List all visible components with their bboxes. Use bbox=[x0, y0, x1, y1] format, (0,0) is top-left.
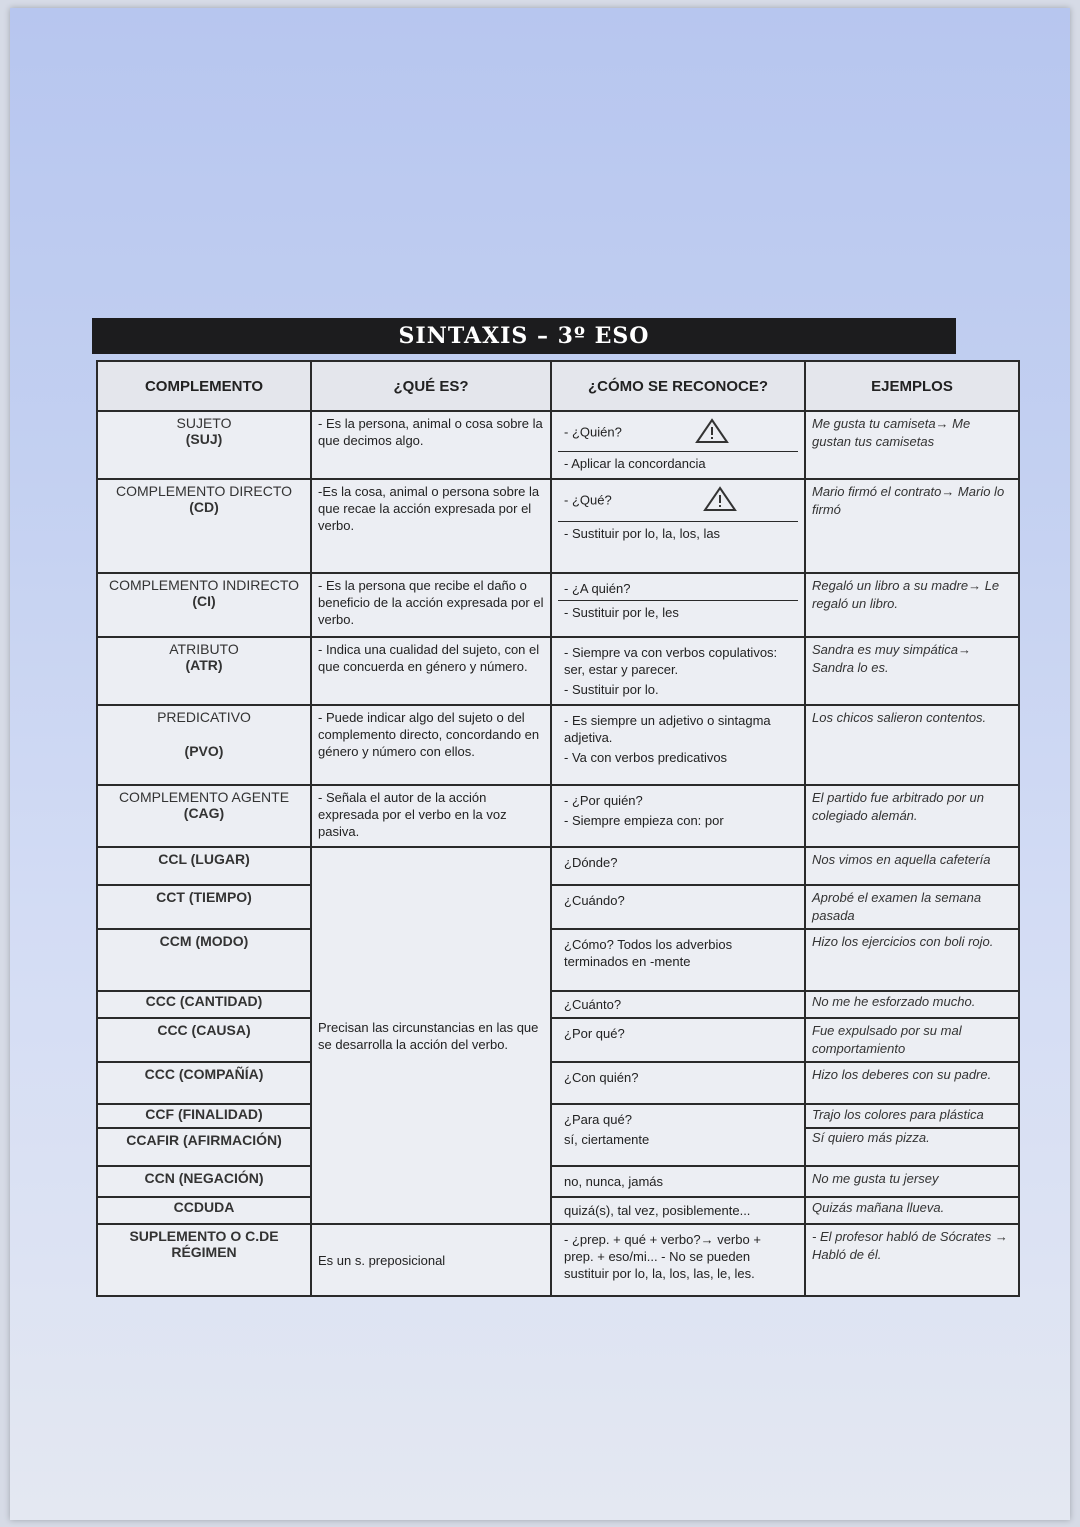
example-cell: Mario firmó el contrato→ Mario lo firmó bbox=[805, 479, 1019, 573]
table-row bbox=[97, 1166, 1019, 1197]
table-row bbox=[97, 705, 1019, 785]
complement-cell bbox=[97, 885, 311, 929]
recognition-cell bbox=[551, 1166, 805, 1197]
recognition-text: sí, ciertamente bbox=[564, 1132, 650, 1147]
circumstantial-definition: Precisan las circunstancias en las que se desarrolla la acción del verbo. bbox=[318, 1019, 539, 1052]
recognition-cell bbox=[551, 1062, 805, 1104]
example-cell: Trajo los colores para plástica bbox=[805, 1104, 1019, 1128]
complement-abbr: (SUJ) bbox=[185, 431, 223, 447]
example-cell: Hizo los deberes con su padre. bbox=[805, 1062, 1019, 1104]
table-row bbox=[97, 479, 1019, 573]
recognition-text: ¿Cuándo? bbox=[564, 893, 625, 908]
recognition-sub: - Es siempre un adjetivo o sintagma adjetiva. bbox=[564, 713, 771, 745]
recognition-sub: - ¿Por quién? bbox=[564, 793, 643, 808]
definition-cell: - Es la persona, animal o cosa sobre la que decimos algo. bbox=[311, 411, 551, 479]
recognition-sub: - Sustituir por le, les bbox=[558, 600, 798, 624]
complement-name: CCM (MODO) bbox=[159, 933, 249, 949]
recognition-cell bbox=[551, 411, 805, 479]
complement-name: SUPLEMENTO O C.DE RÉGIMEN bbox=[129, 1228, 279, 1260]
example-cell: Sí quiero más pizza. bbox=[805, 1128, 1019, 1166]
table-row bbox=[97, 785, 1019, 847]
syntax-table bbox=[96, 360, 1020, 1297]
recognition-sub: - ¿A quién? bbox=[564, 581, 631, 596]
complement-cell bbox=[97, 847, 311, 885]
table-row bbox=[97, 1197, 1019, 1224]
definition-cell: - Es la persona que recibe el daño o beneficio de la acción expresada por el verbo. bbox=[311, 573, 551, 637]
complement-name: CCN (NEGACIÓN) bbox=[144, 1170, 264, 1186]
definition-cell: - Indica una cualidad del sujeto, con el que concuerda en género y número. bbox=[311, 637, 551, 705]
recognition-sub: - Sustituir por lo, la, los, las bbox=[558, 521, 798, 545]
recognition-text: no, nunca, jamás bbox=[564, 1174, 664, 1189]
example-cell: No me gusta tu jersey bbox=[805, 1166, 1019, 1197]
complement-name: COMPLEMENTO AGENTE bbox=[118, 789, 290, 805]
recognition-cell bbox=[551, 847, 805, 885]
recognition-cell bbox=[551, 1197, 805, 1224]
example-cell: El partido fue arbitrado por un colegiado alemán. bbox=[805, 785, 1019, 847]
definition-cell bbox=[311, 847, 551, 1224]
recognition-sub: - Sustituir por lo. bbox=[564, 682, 659, 697]
complement-cell bbox=[97, 1128, 311, 1166]
example-cell: - El profesor habló de Sócrates → Habló de él. bbox=[805, 1224, 1019, 1296]
complement-cell bbox=[97, 411, 311, 479]
recognition-sub: - Va con verbos predicativos bbox=[564, 750, 728, 765]
definition-cell: - Señala el autor de la acción expresada por el verbo en la voz pasiva. bbox=[311, 785, 551, 847]
recognition-sub bbox=[558, 415, 798, 451]
example-cell: Nos vimos en aquella cafetería bbox=[805, 847, 1019, 885]
example-cell: Los chicos salieron contentos. bbox=[805, 705, 1019, 785]
complement-name: PREDICATIVO bbox=[157, 709, 251, 725]
complement-cell bbox=[97, 1197, 311, 1224]
recognition-text: ¿Con quién? bbox=[564, 1070, 639, 1085]
complement-cell bbox=[97, 785, 311, 847]
complement-cell bbox=[97, 991, 311, 1018]
example-cell: Sandra es muy simpática→ Sandra lo es. bbox=[805, 637, 1019, 705]
definition-cell: -Es la cosa, animal o persona sobre la que recae la acción expresada por el verbo. bbox=[311, 479, 551, 573]
recognition-cell bbox=[551, 637, 805, 705]
recognition-cell bbox=[551, 885, 805, 929]
complement-name: CCF (FINALIDAD) bbox=[145, 1106, 263, 1122]
header-como-se-reconoce: ¿CÓMO SE RECONOCE? bbox=[551, 361, 805, 411]
recognition-cell bbox=[551, 1104, 805, 1166]
complement-name: SUJETO bbox=[176, 415, 232, 431]
recognition-text: - ¿Qué? bbox=[564, 492, 612, 508]
recognition-cell bbox=[551, 1018, 805, 1062]
recognition-text: - ¿prep. + qué + verbo?→ verbo + prep. + eso/mi... - No se pueden sustituir por lo, la, los, las, le, les. bbox=[564, 1232, 761, 1281]
warning-triangle-icon bbox=[695, 418, 729, 448]
complement-cell bbox=[97, 637, 311, 705]
recognition-sub: - Siempre va con verbos copulativos: ser, estar y parecer. bbox=[564, 645, 778, 677]
table-row bbox=[97, 929, 1019, 991]
table-row bbox=[97, 885, 1019, 929]
complement-cell bbox=[97, 573, 311, 637]
complement-name: CCAFIR (AFIRMACIÓN) bbox=[126, 1132, 282, 1148]
header-row bbox=[97, 361, 1019, 411]
recognition-cell bbox=[551, 573, 805, 637]
example-cell: Hizo los ejercicios con boli rojo. bbox=[805, 929, 1019, 991]
recognition-text: - ¿Quién? bbox=[564, 424, 622, 440]
table-row bbox=[97, 411, 1019, 479]
complement-abbr: (CD) bbox=[189, 499, 219, 515]
complement-name: ATRIBUTO bbox=[169, 641, 239, 657]
recognition-cell bbox=[551, 929, 805, 991]
table-row bbox=[97, 847, 1019, 885]
complement-abbr: (CI) bbox=[192, 593, 216, 609]
recognition-cell bbox=[551, 991, 805, 1018]
table-row bbox=[97, 1062, 1019, 1104]
complement-name: CCC (CAUSA) bbox=[157, 1022, 251, 1038]
example-cell: Quizás mañana llueva. bbox=[805, 1197, 1019, 1224]
recognition-text: ¿Cómo? Todos los adverbios terminados en -mente bbox=[564, 937, 733, 969]
document-title: SINTAXIS – 3º ESO bbox=[92, 318, 956, 354]
table-row bbox=[97, 1018, 1019, 1062]
recognition-cell bbox=[551, 479, 805, 573]
header-ejemplos: EJEMPLOS bbox=[805, 361, 1019, 411]
example-cell: Me gusta tu camiseta→ Me gustan tus camisetas bbox=[805, 411, 1019, 479]
complement-cell bbox=[97, 1018, 311, 1062]
recognition-text: ¿Por qué? bbox=[564, 1026, 625, 1041]
table-row bbox=[97, 573, 1019, 637]
complement-name: CCL (LUGAR) bbox=[158, 851, 250, 867]
complement-abbr: (PVO) bbox=[184, 743, 224, 759]
complement-cell bbox=[97, 1062, 311, 1104]
header-complemento: COMPLEMENTO bbox=[97, 361, 311, 411]
recognition-text: quizá(s), tal vez, posiblemente... bbox=[564, 1203, 751, 1218]
recognition-cell bbox=[551, 1224, 805, 1296]
complement-name: COMPLEMENTO INDIRECTO bbox=[108, 577, 300, 593]
warning-triangle-icon bbox=[703, 486, 737, 516]
recognition-cell bbox=[551, 705, 805, 785]
complement-cell bbox=[97, 705, 311, 785]
recognition-cell bbox=[551, 785, 805, 847]
definition-cell: Es un s. preposicional bbox=[311, 1224, 551, 1296]
complement-name: COMPLEMENTO DIRECTO bbox=[115, 483, 293, 499]
complement-cell bbox=[97, 1104, 311, 1128]
complement-name: CCDUDA bbox=[173, 1199, 235, 1215]
complement-cell bbox=[97, 1224, 311, 1296]
complement-name: CCT (TIEMPO) bbox=[156, 889, 252, 905]
recognition-text: ¿Cuánto? bbox=[564, 997, 622, 1012]
complement-abbr: (ATR) bbox=[185, 657, 223, 673]
complement-cell bbox=[97, 479, 311, 573]
definition-cell: - Puede indicar algo del sujeto o del complemento directo, concordando en género y número con ellos. bbox=[311, 705, 551, 785]
recognition-sub: - Siempre empieza con: por bbox=[564, 813, 724, 828]
table-row bbox=[97, 1224, 1019, 1296]
recognition-text: ¿Dónde? bbox=[564, 855, 618, 870]
complement-abbr: (CAG) bbox=[183, 805, 225, 821]
table-row bbox=[97, 1104, 1019, 1128]
recognition-text: ¿Para qué? bbox=[564, 1112, 632, 1127]
recognition-sub: - Aplicar la concordancia bbox=[558, 451, 798, 475]
table-row bbox=[97, 991, 1019, 1018]
example-cell: Fue expulsado por su mal comportamiento bbox=[805, 1018, 1019, 1062]
complement-cell bbox=[97, 929, 311, 991]
example-cell: Regaló un libro a su madre→ Le regaló un libro. bbox=[805, 573, 1019, 637]
table-row bbox=[97, 637, 1019, 705]
header-que-es: ¿QUÉ ES? bbox=[311, 361, 551, 411]
complement-cell bbox=[97, 1166, 311, 1197]
example-cell: Aprobé el examen la semana pasada bbox=[805, 885, 1019, 929]
complement-name: CCC (CANTIDAD) bbox=[145, 993, 263, 1009]
recognition-sub bbox=[558, 483, 798, 521]
example-cell: No me he esforzado mucho. bbox=[805, 991, 1019, 1018]
complement-name: CCC (COMPAÑÍA) bbox=[144, 1066, 264, 1082]
